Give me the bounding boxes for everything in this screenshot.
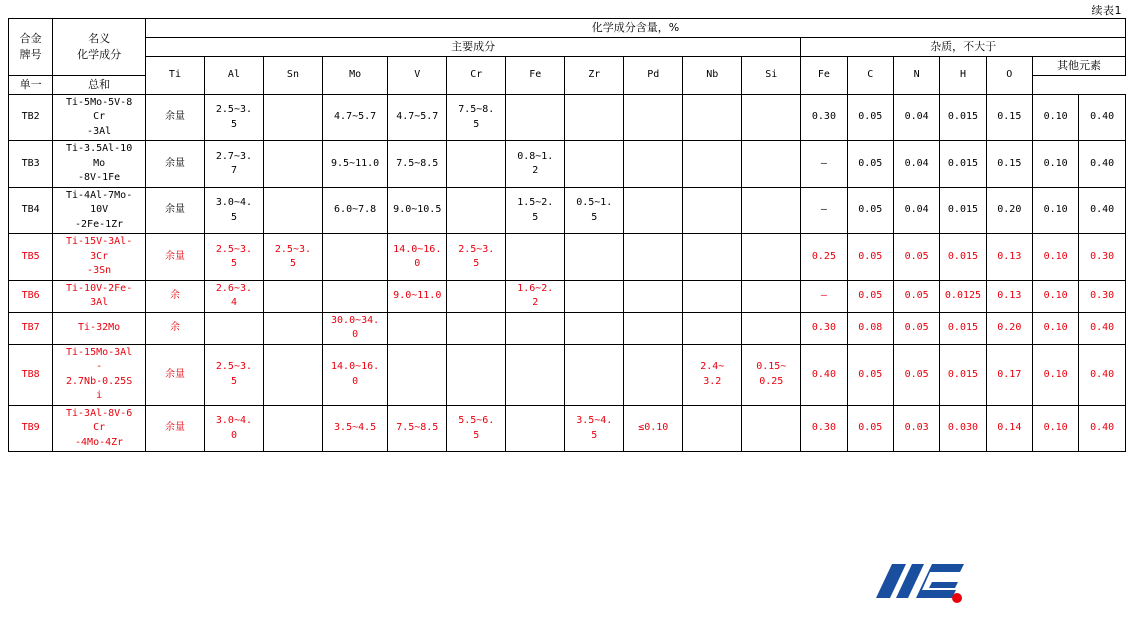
cell-main-si bbox=[742, 234, 801, 281]
cell-name bbox=[53, 344, 146, 405]
cell-name-line: 10V bbox=[90, 204, 109, 216]
cell-impurity-fe: 0.25 bbox=[801, 234, 847, 281]
header-imp-n: N bbox=[893, 56, 939, 94]
cell-name-line: Ti-15Mo-3Al bbox=[65, 346, 133, 358]
cell-grade: TB6 bbox=[9, 280, 53, 312]
cell-value-line: 4.7~5.7 bbox=[396, 111, 439, 123]
cell-main-al bbox=[204, 280, 263, 312]
cell-impurity-fe: 0.30 bbox=[801, 312, 847, 344]
cell-value-line: 7.5~8. bbox=[458, 104, 495, 115]
cell-value-line: 2.5~3. bbox=[215, 104, 253, 115]
cell-main-cr bbox=[447, 234, 506, 281]
cell-name-line: Mo bbox=[93, 157, 106, 169]
cell-main-nb bbox=[683, 344, 742, 405]
cell-impurity-n: 0.05 bbox=[893, 280, 939, 312]
cell-main-fe bbox=[506, 234, 565, 281]
cell-main-al bbox=[204, 344, 263, 405]
cell-value-line: 3.5~4.5 bbox=[334, 422, 377, 434]
cell-value-line: 0 bbox=[352, 375, 359, 387]
table-row bbox=[9, 94, 1126, 141]
header-el-mo: Mo bbox=[322, 56, 387, 94]
cell-name-line: Cr bbox=[93, 111, 106, 123]
cell-impurity-fe: 0.40 bbox=[801, 344, 847, 405]
cell-value-line: 余 bbox=[169, 290, 180, 301]
cell-main-fe bbox=[506, 94, 565, 141]
cell-impurity-n: 0.04 bbox=[893, 187, 939, 234]
cell-main-al bbox=[204, 312, 263, 344]
cell-name-line: Ti-10V-2Fe- bbox=[65, 282, 133, 294]
cell-main-sn bbox=[263, 187, 322, 234]
cell-impurity-h: 0.0125 bbox=[940, 280, 986, 312]
cell-value-line: 0.5~1. bbox=[576, 197, 613, 208]
cell-value-line: 2.5~3. bbox=[215, 361, 253, 373]
cell-name bbox=[53, 280, 146, 312]
cell-impurity-c: 0.05 bbox=[847, 187, 893, 234]
cell-main-mo bbox=[322, 312, 387, 344]
cell-value-line: 5 bbox=[591, 211, 598, 223]
cell-impurity-o: 0.20 bbox=[986, 312, 1032, 344]
cell-impurity-c: 0.05 bbox=[847, 280, 893, 312]
cell-value-line: 14.0~16. bbox=[331, 361, 380, 373]
cell-impurity-c: 0.05 bbox=[847, 94, 893, 141]
header-imp-fe: Fe bbox=[801, 56, 847, 94]
cell-main-ti bbox=[145, 405, 204, 452]
cell-value-line: 2 bbox=[532, 165, 539, 176]
cell-other-single: 0.10 bbox=[1032, 234, 1078, 281]
cell-main-ti bbox=[145, 234, 204, 281]
cell-main-v bbox=[388, 234, 447, 281]
cell-value-line: 2.5~3. bbox=[458, 243, 495, 255]
header-el-cr: Cr bbox=[447, 56, 506, 94]
header-main-composition: 主要成分 bbox=[145, 37, 800, 56]
cell-value-line: 5 bbox=[230, 258, 237, 269]
cell-other-single: 0.10 bbox=[1032, 312, 1078, 344]
cell-name bbox=[53, 187, 146, 234]
cell-other-single: 0.10 bbox=[1032, 344, 1078, 405]
cell-impurity-n: 0.03 bbox=[893, 405, 939, 452]
cell-value-line: 余量 bbox=[164, 422, 185, 434]
cell-value-line: 3.0~4. bbox=[215, 197, 253, 208]
cell-impurity-n: 0.05 bbox=[893, 312, 939, 344]
cell-main-cr bbox=[447, 312, 506, 344]
cell-value-line: 7.5~8.5 bbox=[396, 157, 439, 169]
cell-main-zr bbox=[565, 312, 624, 344]
cell-main-v bbox=[388, 312, 447, 344]
cell-other-total: 0.30 bbox=[1079, 234, 1126, 281]
header-name-line1: 名义 bbox=[88, 31, 111, 45]
cell-main-v bbox=[388, 141, 447, 188]
cell-other-total: 0.40 bbox=[1079, 94, 1126, 141]
cell-value-line: 2 bbox=[532, 297, 539, 309]
cell-name bbox=[53, 94, 146, 141]
header-el-al: Al bbox=[204, 56, 263, 94]
header-name-line2: 化学成分 bbox=[77, 47, 122, 61]
header-grade-line2: 牌号 bbox=[19, 47, 42, 61]
cell-value-line: 余量 bbox=[164, 368, 185, 380]
cell-impurity-fe: – bbox=[801, 187, 847, 234]
cell-other-total: 0.40 bbox=[1079, 187, 1126, 234]
header-el-fe: Fe bbox=[506, 56, 565, 94]
header-el-ti: Ti bbox=[145, 56, 204, 94]
header-grade bbox=[9, 19, 53, 76]
table-header-row-3 bbox=[9, 56, 1126, 75]
cell-impurity-n: 0.05 bbox=[893, 344, 939, 405]
table-row bbox=[9, 312, 1126, 344]
cell-impurity-h: 0.015 bbox=[940, 141, 986, 188]
cell-main-al bbox=[204, 141, 263, 188]
cell-name bbox=[53, 141, 146, 188]
cell-grade: TB5 bbox=[9, 234, 53, 281]
cell-value-line: 0.8~1. bbox=[517, 150, 554, 162]
cell-other-total: 0.40 bbox=[1079, 405, 1126, 452]
alloy-composition-table bbox=[8, 18, 1126, 452]
cell-main-mo bbox=[322, 94, 387, 141]
cell-value-line: 5.5~6. bbox=[458, 415, 495, 426]
cell-impurity-o: 0.15 bbox=[986, 141, 1032, 188]
cell-name-line: Cr bbox=[93, 422, 106, 434]
cell-main-si bbox=[742, 344, 801, 405]
cell-impurity-n: 0.05 bbox=[893, 234, 939, 281]
cell-main-sn bbox=[263, 234, 322, 281]
cell-value-line: 2.4~ bbox=[700, 361, 725, 373]
cell-impurity-o: 0.14 bbox=[986, 405, 1032, 452]
cell-main-fe bbox=[506, 312, 565, 344]
header-other-elements: 其他元素 bbox=[1032, 56, 1125, 75]
cell-impurity-o: 0.20 bbox=[986, 187, 1032, 234]
cell-name-line: i bbox=[96, 390, 103, 402]
cell-value-line: 9.0~11.0 bbox=[393, 290, 442, 301]
cell-name-line: Ti-3Al-8V-6 bbox=[65, 407, 133, 419]
cell-main-al bbox=[204, 187, 263, 234]
cell-impurity-h: 0.030 bbox=[940, 405, 986, 452]
cell-impurity-fe: 0.30 bbox=[801, 405, 847, 452]
cell-main-zr bbox=[565, 94, 624, 141]
cell-main-nb bbox=[683, 280, 742, 312]
cell-name-line: 3Al bbox=[90, 297, 109, 309]
cell-impurity-c: 0.05 bbox=[847, 405, 893, 452]
cell-impurity-fe: – bbox=[801, 280, 847, 312]
header-el-sn: Sn bbox=[263, 56, 322, 94]
cell-value-line: 0 bbox=[414, 258, 421, 269]
cell-impurity-fe: – bbox=[801, 141, 847, 188]
cell-value-line: 2.5~3. bbox=[215, 243, 253, 255]
cell-value-line: 4.7~5.7 bbox=[334, 111, 377, 123]
cell-name-line: Ti-15V-3Al- bbox=[65, 236, 133, 248]
cell-name-line: -2Fe-1Zr bbox=[75, 218, 124, 230]
table-row bbox=[9, 187, 1126, 234]
cell-name-line: -3Sn bbox=[87, 265, 112, 277]
cell-grade: TB7 bbox=[9, 312, 53, 344]
cell-main-zr bbox=[565, 187, 624, 234]
cell-main-mo bbox=[322, 234, 387, 281]
cell-main-mo bbox=[322, 187, 387, 234]
header-el-zr: Zr bbox=[565, 56, 624, 94]
cell-value-line: 1.6~2. bbox=[517, 282, 554, 294]
cell-other-total: 0.40 bbox=[1079, 344, 1126, 405]
cell-name-line: 2.7Nb-0.25S bbox=[65, 375, 133, 387]
cell-impurity-o: 0.13 bbox=[986, 280, 1032, 312]
cell-value-line: 5 bbox=[230, 211, 237, 223]
header-el-pd: Pd bbox=[624, 56, 683, 94]
cell-main-mo bbox=[322, 344, 387, 405]
cell-value-line: 3.0~4. bbox=[215, 415, 253, 426]
cell-main-al bbox=[204, 94, 263, 141]
cell-value-line: 5 bbox=[532, 211, 539, 223]
cell-main-ti bbox=[145, 344, 204, 405]
cell-main-si bbox=[742, 405, 801, 452]
cell-value-line: 5 bbox=[230, 375, 237, 387]
cell-value-line: 7 bbox=[230, 165, 237, 176]
table-row bbox=[9, 344, 1126, 405]
cell-main-v bbox=[388, 94, 447, 141]
cell-main-ti bbox=[145, 280, 204, 312]
cell-name-line: Ti-5Mo-5V-8 bbox=[65, 96, 133, 108]
cell-grade: TB2 bbox=[9, 94, 53, 141]
cell-main-ti bbox=[145, 187, 204, 234]
cell-main-ti bbox=[145, 94, 204, 141]
cell-main-nb bbox=[683, 94, 742, 141]
cell-impurity-c: 0.05 bbox=[847, 234, 893, 281]
cell-main-pd bbox=[624, 141, 683, 188]
cell-impurity-h: 0.015 bbox=[940, 234, 986, 281]
cell-main-pd bbox=[624, 280, 683, 312]
cell-name bbox=[53, 234, 146, 281]
cell-main-pd bbox=[624, 94, 683, 141]
cell-main-si bbox=[742, 280, 801, 312]
cell-main-zr bbox=[565, 141, 624, 188]
continuation-label: 续表1 bbox=[1091, 4, 1122, 17]
cell-main-nb bbox=[683, 187, 742, 234]
cell-grade: TB3 bbox=[9, 141, 53, 188]
lti-watermark-logo bbox=[872, 556, 982, 612]
cell-value-line: 4 bbox=[230, 297, 237, 309]
cell-main-v bbox=[388, 405, 447, 452]
cell-grade: TB4 bbox=[9, 187, 53, 234]
cell-grade: TB8 bbox=[9, 344, 53, 405]
cell-main-cr bbox=[447, 344, 506, 405]
cell-other-single: 0.10 bbox=[1032, 280, 1078, 312]
cell-other-total: 0.40 bbox=[1079, 312, 1126, 344]
cell-name-line: 3Cr bbox=[90, 250, 109, 262]
cell-value-line: 14.0~16. bbox=[393, 243, 442, 255]
cell-impurity-h: 0.015 bbox=[940, 187, 986, 234]
table-header-row-2 bbox=[9, 37, 1126, 56]
cell-value-line: 余量 bbox=[164, 111, 185, 123]
header-imp-c: C bbox=[847, 56, 893, 94]
cell-main-nb bbox=[683, 312, 742, 344]
cell-value-line: 余量 bbox=[164, 250, 185, 262]
table-body bbox=[9, 94, 1126, 452]
cell-main-pd bbox=[624, 312, 683, 344]
cell-impurity-o: 0.17 bbox=[986, 344, 1032, 405]
cell-main-zr bbox=[565, 405, 624, 452]
cell-value-line: 0 bbox=[352, 329, 359, 341]
cell-main-fe bbox=[506, 344, 565, 405]
cell-value-line: 2.5~3. bbox=[274, 243, 312, 255]
header-other-single: 单一 bbox=[9, 75, 53, 94]
cell-main-zr bbox=[565, 280, 624, 312]
table-header-row-1 bbox=[9, 19, 1126, 38]
cell-name bbox=[53, 405, 146, 452]
cell-main-pd bbox=[624, 187, 683, 234]
cell-main-si bbox=[742, 312, 801, 344]
cell-main-sn bbox=[263, 280, 322, 312]
cell-main-si bbox=[742, 94, 801, 141]
cell-impurity-c: 0.05 bbox=[847, 141, 893, 188]
cell-value-line: 5 bbox=[473, 258, 480, 269]
table-row bbox=[9, 280, 1126, 312]
cell-main-cr bbox=[447, 187, 506, 234]
cell-other-total: 0.30 bbox=[1079, 280, 1126, 312]
cell-main-sn bbox=[263, 94, 322, 141]
header-el-v: V bbox=[388, 56, 447, 94]
cell-main-v bbox=[388, 344, 447, 405]
cell-main-zr bbox=[565, 344, 624, 405]
cell-main-mo bbox=[322, 141, 387, 188]
cell-main-mo bbox=[322, 405, 387, 452]
cell-value-line: 5 bbox=[230, 118, 237, 130]
cell-main-fe bbox=[506, 187, 565, 234]
cell-value-line: 余 bbox=[169, 322, 180, 333]
cell-main-si bbox=[742, 141, 801, 188]
cell-value-line: 5 bbox=[473, 429, 480, 441]
cell-main-v bbox=[388, 280, 447, 312]
header-el-nb: Nb bbox=[683, 56, 742, 94]
cell-value-line: 余量 bbox=[164, 157, 185, 169]
cell-value-line: 3.2 bbox=[703, 375, 722, 387]
cell-main-cr bbox=[447, 280, 506, 312]
cell-value-line: 0.15~ bbox=[756, 361, 787, 373]
cell-main-v bbox=[388, 187, 447, 234]
cell-impurity-o: 0.13 bbox=[986, 234, 1032, 281]
cell-main-fe bbox=[506, 141, 565, 188]
cell-value-line: 5 bbox=[591, 429, 598, 441]
cell-value-line: 0.25 bbox=[759, 375, 784, 387]
cell-value-line: 余量 bbox=[164, 204, 185, 216]
cell-name-line: - bbox=[96, 361, 103, 373]
table-row bbox=[9, 234, 1126, 281]
cell-value-line: 6.0~7.8 bbox=[334, 204, 377, 216]
cell-main-cr bbox=[447, 94, 506, 141]
cell-impurity-fe: 0.30 bbox=[801, 94, 847, 141]
cell-value-line: 3.5~4. bbox=[576, 415, 613, 426]
cell-value-line: ≤0.10 bbox=[638, 422, 669, 434]
cell-name-line: Ti-4Al-7Mo- bbox=[65, 189, 133, 201]
cell-grade: TB9 bbox=[9, 405, 53, 452]
cell-main-pd bbox=[624, 234, 683, 281]
cell-name-line: Ti-3.5Al-10 bbox=[65, 143, 133, 155]
cell-impurity-c: 0.08 bbox=[847, 312, 893, 344]
cell-impurity-n: 0.04 bbox=[893, 94, 939, 141]
cell-main-pd bbox=[624, 344, 683, 405]
cell-main-ti bbox=[145, 312, 204, 344]
cell-impurity-o: 0.15 bbox=[986, 94, 1032, 141]
header-other-total: 总和 bbox=[53, 75, 146, 94]
cell-main-ti bbox=[145, 141, 204, 188]
cell-main-al bbox=[204, 405, 263, 452]
cell-value-line: 0 bbox=[230, 429, 237, 441]
cell-main-sn bbox=[263, 141, 322, 188]
cell-value-line: 2.6~3. bbox=[215, 282, 253, 294]
header-composition: 化学成分含量，% bbox=[145, 19, 1125, 38]
table-row bbox=[9, 141, 1126, 188]
cell-other-total: 0.40 bbox=[1079, 141, 1126, 188]
cell-value-line: 9.5~11.0 bbox=[331, 157, 380, 169]
cell-other-single: 0.10 bbox=[1032, 141, 1078, 188]
cell-main-cr bbox=[447, 405, 506, 452]
cell-other-single: 0.10 bbox=[1032, 187, 1078, 234]
cell-main-sn bbox=[263, 312, 322, 344]
cell-value-line: 30.0~34. bbox=[331, 314, 380, 326]
header-el-si: Si bbox=[742, 56, 801, 94]
cell-main-cr bbox=[447, 141, 506, 188]
header-impurity: 杂质，不大于 bbox=[801, 37, 1126, 56]
cell-value-line: 7.5~8.5 bbox=[396, 422, 439, 434]
cell-main-pd bbox=[624, 405, 683, 452]
cell-value-line: 1.5~2. bbox=[517, 197, 554, 208]
cell-impurity-n: 0.04 bbox=[893, 141, 939, 188]
cell-main-fe bbox=[506, 405, 565, 452]
cell-main-sn bbox=[263, 344, 322, 405]
cell-main-mo bbox=[322, 280, 387, 312]
cell-main-al bbox=[204, 234, 263, 281]
table-row bbox=[9, 405, 1126, 452]
cell-value-line: 9.0~10.5 bbox=[393, 204, 442, 216]
cell-main-nb bbox=[683, 234, 742, 281]
cell-main-zr bbox=[565, 234, 624, 281]
cell-impurity-h: 0.015 bbox=[940, 94, 986, 141]
cell-value-line: 5 bbox=[473, 118, 480, 130]
cell-name-line: -4Mo-4Zr bbox=[75, 436, 124, 448]
cell-value-line: 5 bbox=[289, 258, 296, 269]
header-imp-h: H bbox=[940, 56, 986, 94]
cell-name-line: -8V-1Fe bbox=[78, 172, 121, 184]
cell-other-single: 0.10 bbox=[1032, 94, 1078, 141]
cell-main-sn bbox=[263, 405, 322, 452]
header-imp-o: O bbox=[986, 56, 1032, 94]
cell-main-fe bbox=[506, 280, 565, 312]
cell-name bbox=[53, 312, 146, 344]
cell-impurity-h: 0.015 bbox=[940, 344, 986, 405]
header-name bbox=[53, 19, 146, 76]
header-grade-line1: 合金 bbox=[19, 31, 42, 45]
cell-value-line: 2.7~3. bbox=[215, 150, 253, 162]
cell-main-si bbox=[742, 187, 801, 234]
cell-name-line: -3Al bbox=[87, 125, 112, 137]
cell-main-nb bbox=[683, 141, 742, 188]
cell-impurity-c: 0.05 bbox=[847, 344, 893, 405]
cell-main-nb bbox=[683, 405, 742, 452]
cell-other-single: 0.10 bbox=[1032, 405, 1078, 452]
cell-name-line: Ti-32Mo bbox=[78, 322, 121, 333]
cell-impurity-h: 0.015 bbox=[940, 312, 986, 344]
